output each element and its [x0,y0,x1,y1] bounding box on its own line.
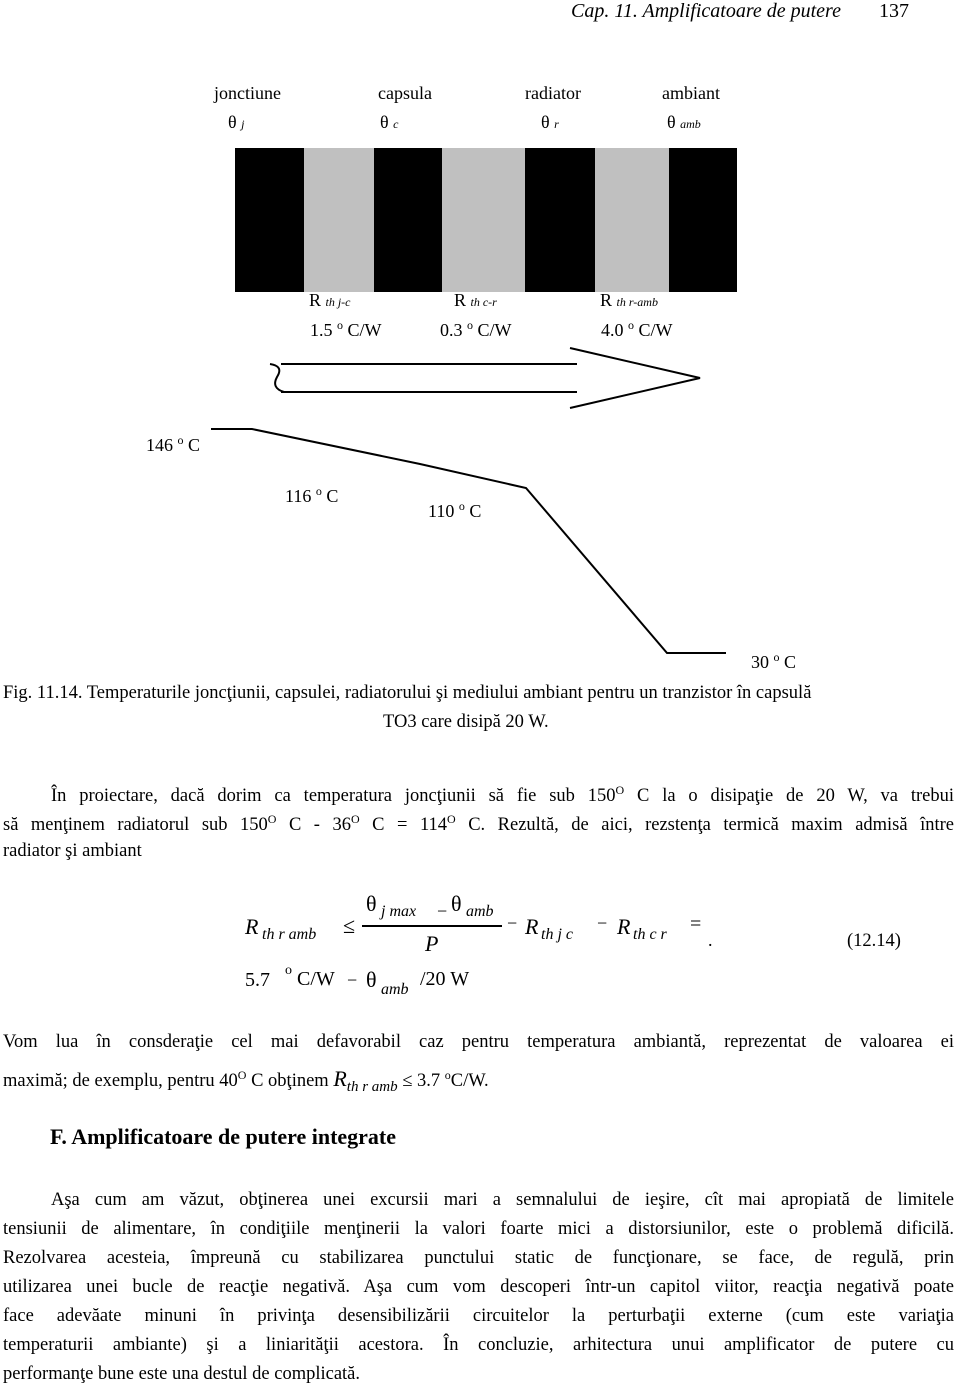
layer-label-radiator: radiator [525,83,581,103]
figure-caption-line-2: TO3 care disipă 20 W. [383,712,549,732]
temp-label-116: 116 $^o$ C [285,484,339,506]
paragraph3-line-5: face adevăate minuni în privinţa desensibilizării circuitelor la perturbaţii externe (cum este variaţia [3,1306,954,1326]
equation-number: (12.14) [847,931,901,951]
paragraph3-line-3: Rezolvarea acesteia, împreună cu stabilizarea punctului static de funcţionare, se face, de regulă, prin [3,1248,954,1268]
paragraph1-line-1: În proiectare, dacă dorim ca temperatura joncţiunii să fie sub $150^O$ C la o disipaţie de 20 W, va trebui [51,783,955,807]
paragraph2-line-1: Vom lua în consderaţie cel mai defavorabil caz pentru temperatura ambiantă, reprezentat de valoarea ei [3,1032,954,1052]
temp-label-110: 110 $^o$ C [428,499,482,521]
resistance-value-ramb: 4.0 $^o$ C/W [601,318,673,340]
paragraph3-line-7: performanţe bune este una destul de complicată. [3,1364,361,1384]
paragraph3-line-1: Aşa cum am văzut, obţinerea unei excursii mari a semnalului de ieşire, cît mai apropiată de limitele [51,1190,954,1210]
theta-label-c: θ c [380,112,399,132]
paragraph3-line-4: utilizarea unei bucle de reacţie negativă. Aşa cum vom descoperi într-un capitol viitor, reacţia negativă poate [3,1277,954,1297]
resistance-value-jc: 1.5 $^o$ C/W [310,318,382,340]
fraction-bar [362,925,502,927]
paragraph3 [3,1186,954,1389]
temperature-profile-line [211,429,726,653]
resistance-label-ramb: R th r-amb [600,290,658,310]
temp-label-146: 146 $^o$ C [146,433,201,455]
temp-label-30: 30 $^o$ C [751,650,797,672]
theta-label-j: θ j [228,112,245,132]
resistance-label-cr: R th c-r [454,290,497,310]
theta-label-amb: θ amb [667,112,701,132]
layer-label-capsula: capsula [378,83,432,103]
page-number: 137 [879,0,909,22]
paragraph2-line-2: maximă; de exemplu, pentru $40^O$ C obţinem $R_{th r amb} \le 3.7$ $^o$C/W. [3,1066,489,1095]
paragraph1-line-3: radiator şi ambiant [3,841,142,861]
figure-caption-line-1: Fig. 11.14. Temperaturile joncţiunii, capsulei, radiatorului şi mediului ambiant pentru un tranzistor în capsulă [3,683,812,703]
paragraph3-line-6: temperaturii ambiante) şi a liniarităţii acestora. În concluzie, arhitectura unui amplificator de putere cu [3,1335,954,1355]
header-text: Cap. 11. Amplificatoare de putere [571,0,841,22]
layer-label-jonctiune: jonctiune [214,83,281,103]
resistance-label-jc: R th j-c [309,290,351,310]
resistance-value-cr: 0.3 $^o$ C/W [440,318,512,340]
section-heading: F. Amplificatoare de putere integrate [50,1124,397,1149]
theta-label-r: θ r [541,112,559,132]
paragraph3-line-2: tensiunii de alimentare, în condiţiile menţinerii la valori foarte mici a distorsiunilor, este o problemă dificilă. [3,1219,954,1239]
layer-label-ambiant: ambiant [662,83,720,103]
heat-flow-arrow [270,348,700,408]
paragraph1-line-2: să menţinem radiatorul sub $150^O$ C - $36^O$ $C = 114^O$ C. Rezultă, de aici, rezstenţa termică maxim admisă între [3,812,955,836]
